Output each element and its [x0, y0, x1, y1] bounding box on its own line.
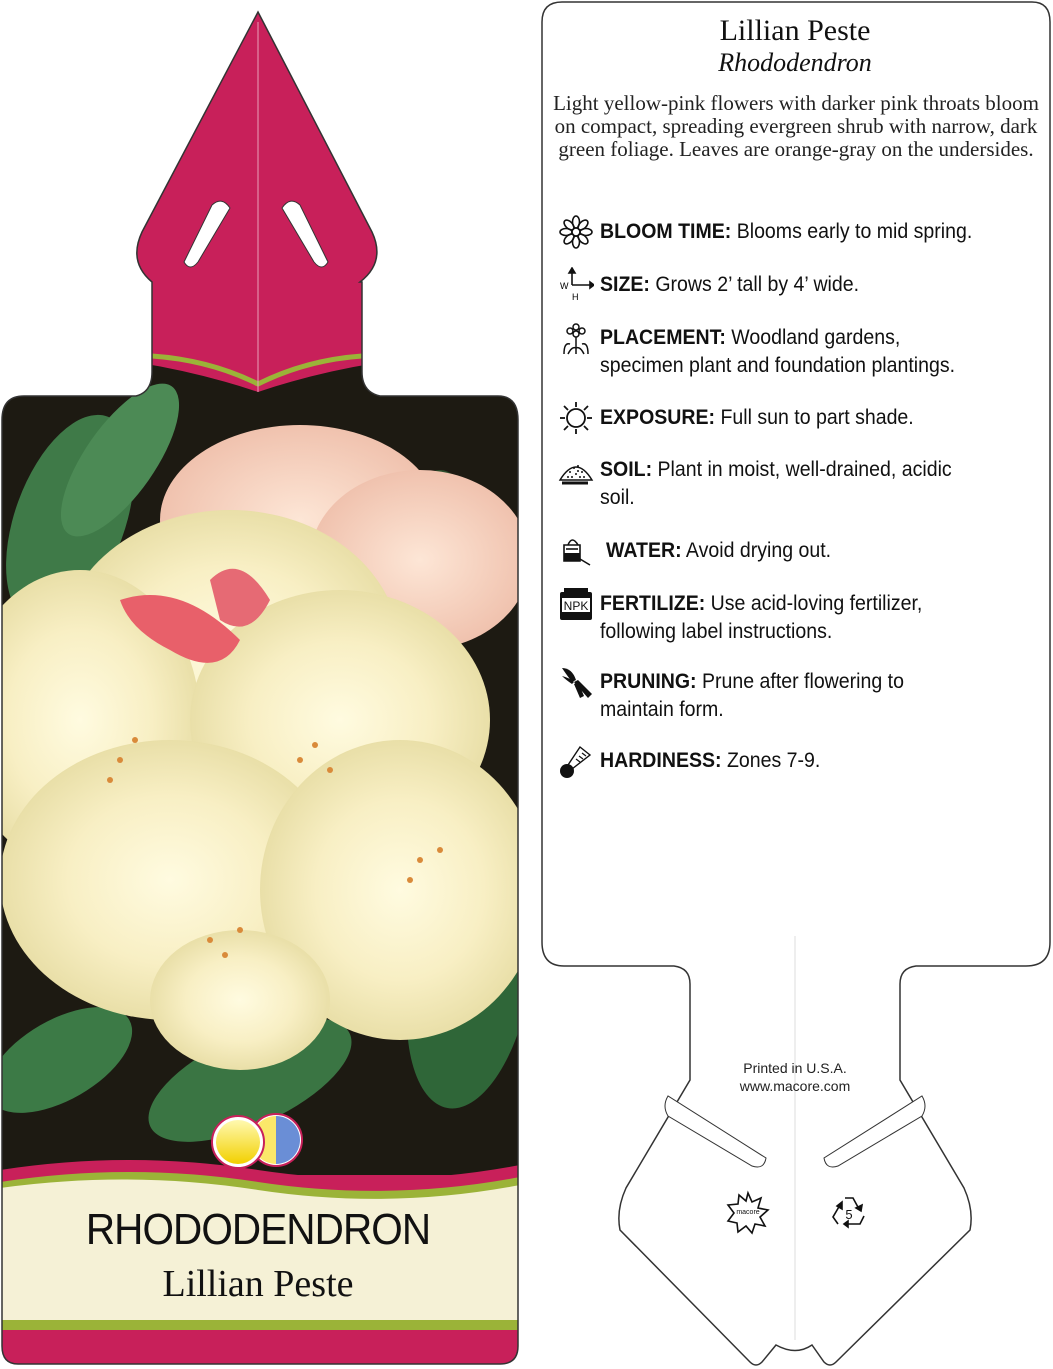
- detail-text-cont: specimen plant and foundation plantings.: [600, 354, 956, 377]
- detail-label: PLACEMENT:: [600, 326, 726, 349]
- watering-can-icon: [558, 533, 594, 569]
- sun-exposure-badges: [212, 1114, 302, 1168]
- svg-text:macore: macore: [736, 1209, 760, 1216]
- back-title: Lillian Peste: [719, 14, 871, 47]
- detail-label: PRUNING:: [600, 670, 697, 693]
- detail-text: Grows 2’ tall by 4’ wide.: [655, 273, 860, 296]
- detail-text-cont: following label instructions.: [600, 620, 833, 643]
- svg-text:H: H: [572, 292, 579, 302]
- detail-label: SOIL:: [600, 458, 653, 481]
- detail-text-cont: maintain form.: [600, 698, 724, 721]
- thermometer-icon: [558, 743, 594, 779]
- detail-label: BLOOM TIME:: [600, 220, 732, 243]
- detail-text: Plant in moist, well-drained, acidic: [657, 458, 952, 481]
- front-genus-name: RHODODENDRON: [85, 1205, 431, 1254]
- svg-text:NPK: NPK: [563, 599, 589, 613]
- printed-in-text: Printed in U.S.A.: [743, 1060, 847, 1076]
- soil-mound-icon: [558, 452, 594, 488]
- pruning-shears-icon: [558, 664, 594, 700]
- placement-plants-icon: [558, 320, 594, 356]
- plant-description: Light yellow-pink flowers with darker pink throats bloom on compact, spreading evergreen shrub with narrow, dark green foliage. Leaves are orange-gray on the undersides.: [553, 91, 1039, 161]
- detail-text: Full sun to part shade.: [720, 406, 914, 429]
- front-cultivar-name: Lillian Peste: [162, 1263, 354, 1305]
- svg-text:5: 5: [845, 1207, 853, 1222]
- recycle-5-icon: [826, 1190, 872, 1236]
- detail-text: Prune after flowering to: [702, 670, 904, 693]
- detail-label: WATER:: [606, 539, 682, 562]
- detail-label: EXPOSURE:: [600, 406, 716, 429]
- detail-label: FERTILIZE:: [600, 592, 706, 615]
- back-subtitle: Rhododendron: [718, 48, 872, 77]
- flower-icon: [558, 214, 594, 250]
- detail-text: Zones 7-9.: [726, 749, 821, 772]
- macore-logo: [725, 1190, 771, 1236]
- detail-text: Woodland gardens,: [731, 326, 901, 349]
- detail-label: HARDINESS:: [600, 749, 722, 772]
- detail-label: SIZE:: [600, 273, 650, 296]
- size-arrows-icon: [558, 267, 594, 303]
- detail-text-cont: soil.: [600, 486, 635, 509]
- detail-text: Blooms early to mid spring.: [736, 220, 973, 243]
- sun-icon: [558, 400, 594, 436]
- website-text: www.macore.com: [739, 1078, 851, 1094]
- detail-text: Use acid-loving fertilizer,: [710, 592, 923, 615]
- fertilizer-npk-icon: [558, 586, 594, 622]
- detail-text: Avoid drying out.: [685, 539, 832, 562]
- svg-text:W: W: [560, 281, 569, 291]
